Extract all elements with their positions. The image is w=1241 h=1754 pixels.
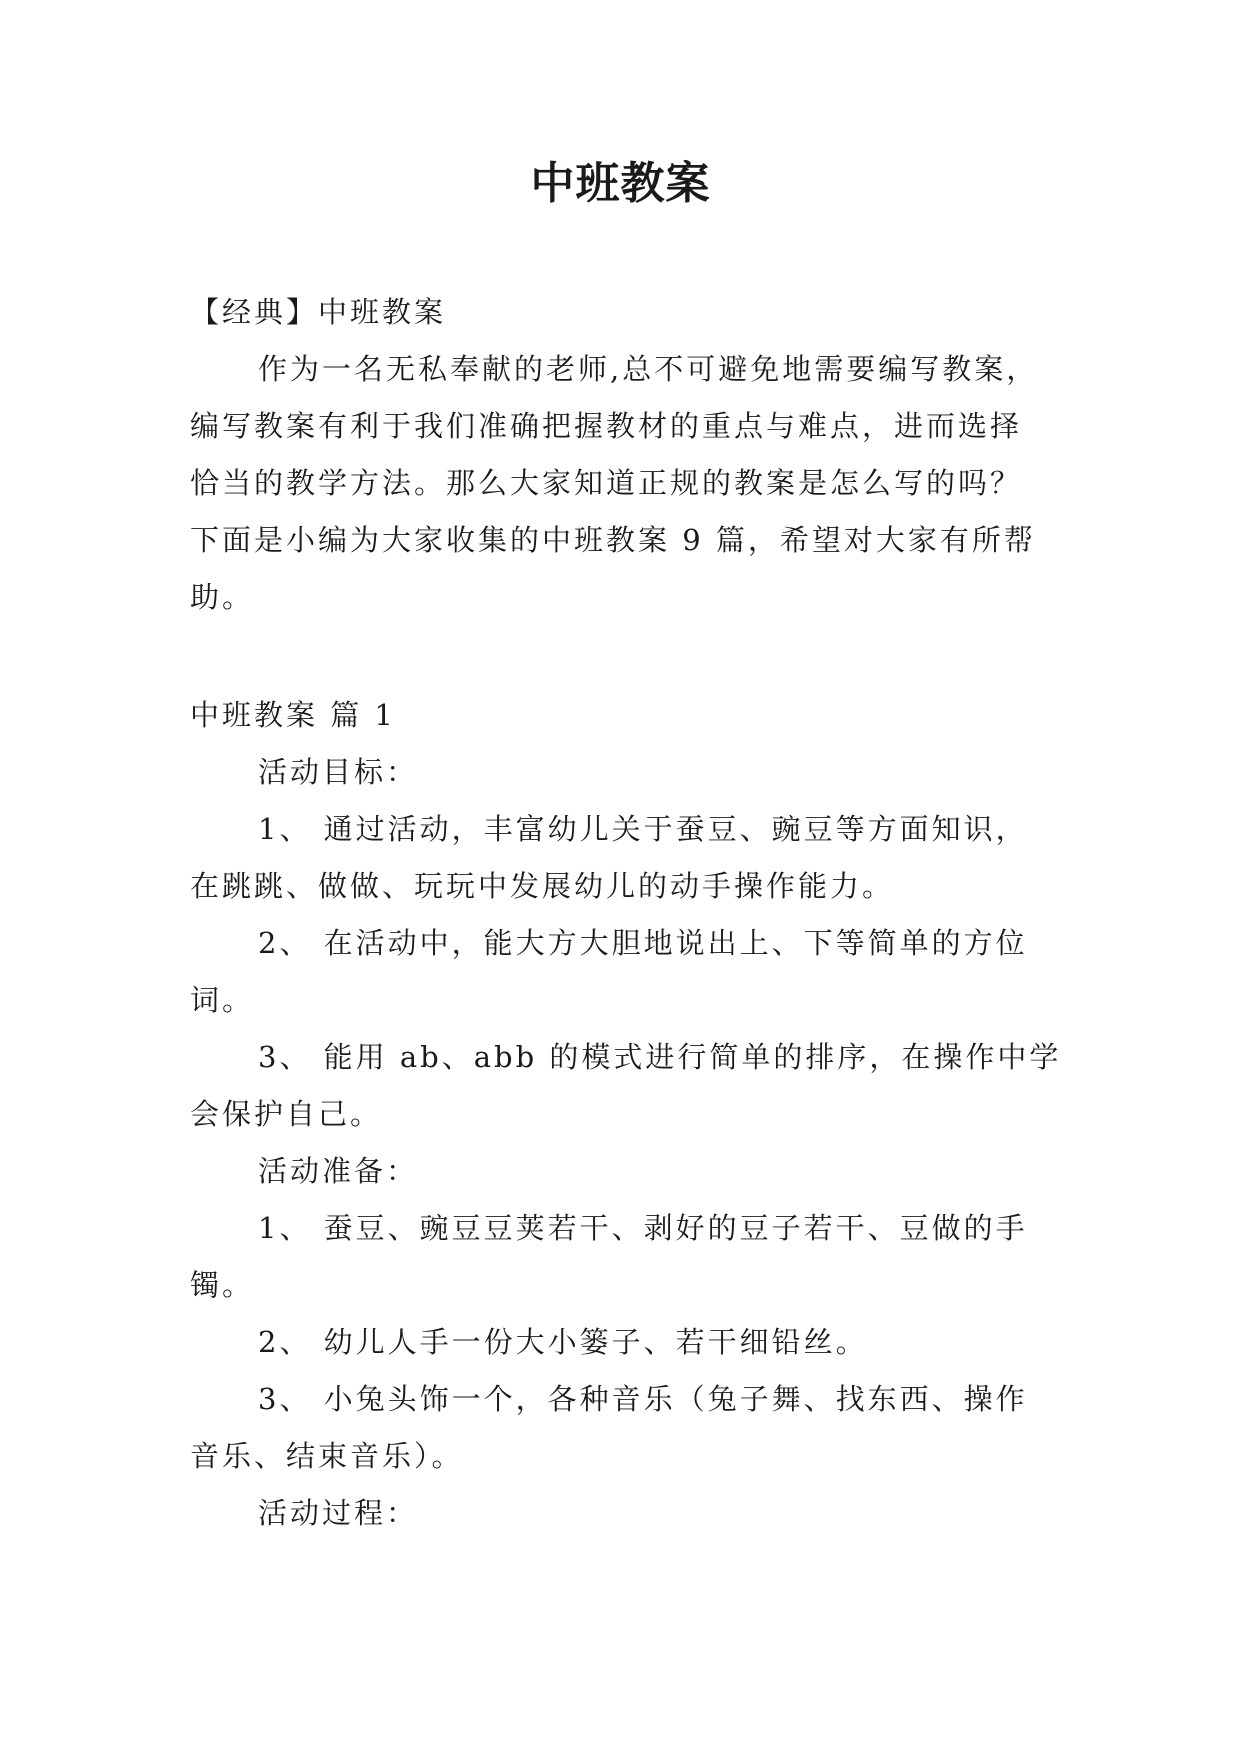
goal-item-line: 词。: [190, 983, 255, 1017]
section-heading: 中班教案 篇 1: [190, 698, 396, 732]
page-title: 中班教案: [530, 158, 711, 209]
intro-paragraph-line: 恰当的教学方法。那么大家知道正规的教案是怎么写的吗？: [190, 466, 1023, 500]
subheading-goals: 活动目标：: [258, 755, 419, 789]
goal-item-line: 在跳跳、做做、玩玩中发展幼儿的动手操作能力。: [190, 869, 895, 903]
intro-paragraph-line: 作为一名无私奉献的老师,总不可避免地需要编写教案，: [258, 352, 1039, 386]
intro-paragraph-line: 下面是小编为大家收集的中班教案 9 篇，希望对大家有所帮: [190, 523, 1036, 557]
preparation-item-line: 镯。: [190, 1268, 255, 1302]
preparation-item-line: 2、 幼儿人手一份大小篓子、若干细铅丝。: [258, 1325, 868, 1359]
goal-item-line: 3、 能用 ab、abb 的模式进行简单的排序，在操作中学: [258, 1040, 1062, 1074]
goal-item-line: 会保护自己。: [190, 1097, 383, 1131]
subheading-preparation: 活动准备：: [258, 1154, 419, 1188]
preparation-item-line: 3、 小兔头饰一个，各种音乐（兔子舞、找东西、操作: [258, 1382, 1028, 1416]
goal-item-line: 2、 在活动中，能大方大胆地说出上、下等简单的方位: [258, 926, 1028, 960]
goal-item-line: 1、 通过活动，丰富幼儿关于蚕豆、豌豆等方面知识，: [258, 812, 1028, 846]
subheading-process: 活动过程：: [258, 1496, 419, 1530]
subtitle-line: 【经典】中班教案: [190, 295, 447, 329]
intro-paragraph-line: 编写教案有利于我们准确把握教材的重点与难点，进而选择: [190, 409, 1023, 443]
preparation-item-line: 1、 蚕豆、豌豆豆荚若干、剥好的豆子若干、豆做的手: [258, 1211, 1028, 1245]
intro-paragraph-line: 助。: [190, 580, 255, 614]
preparation-item-line: 音乐、结束音乐）。: [190, 1439, 464, 1473]
